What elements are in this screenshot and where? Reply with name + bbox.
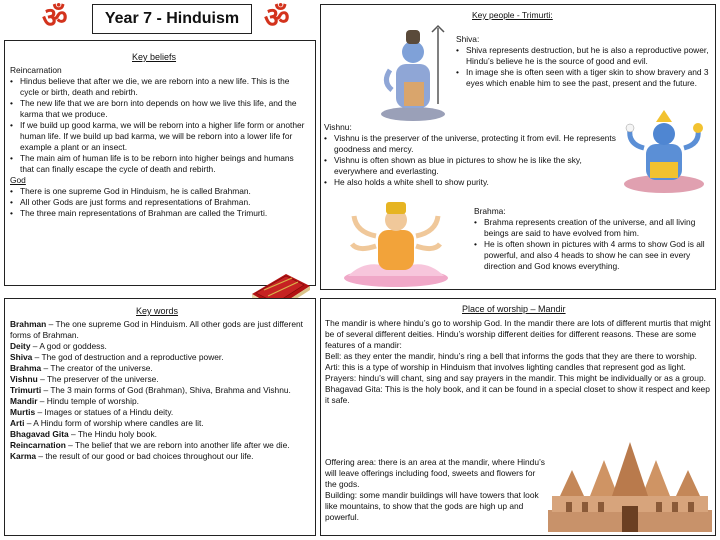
shiva-label: Shiva: [456,34,480,44]
mandir-lower-text [325,457,545,523]
keyword-definition: – The Hindu holy book. [68,429,157,439]
keyword-definition: – Hindu temple of worship. [37,396,139,406]
keyword-definition: – The god of destruction and a reproductive power. [32,352,224,362]
keyword-definition: – A god or goddess. [30,341,107,351]
mandir-gita: Bhagavad Gita: This is the holy book, and it can be found in a special closet to show it respect and keep it safe. [325,384,710,405]
list-item: • The three main representations of Brahman are called the Trimurti. [10,208,308,219]
keyword-definition: – The one supreme God in Hinduism. All other gods are just different forms of Brahman. [10,319,303,340]
keyword-definition: – The creator of the universe. [41,363,153,373]
keyword-term: Bhagavad Gita [10,429,69,439]
list-item: • The main aim of human life is to be reborn into higher beings and humans that can finally escape the cycle of death and rebirth. [10,153,308,175]
god-label: God [10,175,26,185]
keyword-definition: – the result of our good or bad choices throughout our life. [36,451,254,461]
om-symbol-left: ॐ [42,2,68,33]
key-words-list [10,319,310,462]
list-item: • He also holds a white shell to show purity. [324,177,620,188]
shiva-text [456,34,712,89]
mandir-offering: Offering area: there is an area at the mandir, where Hindu’s will leave offerings including food, sweets and flowers for the gods. [325,457,545,489]
om-symbol-right: ॐ [264,2,290,33]
shiva-image [376,24,450,122]
trimurti-heading: Key people - Trimurti: [472,10,553,20]
list-item: • Shiva represents destruction, but he is also a reproductive power, Hindu’s believe he is the source of good and evil. [456,45,712,67]
list-item: • The new life that we are born into depends on how we live this life, and the karma that we produce. [10,98,308,120]
list-item: • All other Gods are just forms and representations of Brahman. [10,197,308,208]
brahma-text [474,206,710,272]
keyword-definition: – The preserver of the universe. [37,374,159,384]
keyword-term: Murtis [10,407,36,417]
mandir-arti: Arti: this is a type of worship in Hinduism that involves lighting candles that represent god as light. [325,362,686,372]
mandir-building: Building: some mandir buildings will have towers that look like mountains, to show that the gods are high up and powerful. [325,490,539,522]
mandir-prayers: Prayers: hindu’s will chant, sing and say prayers in the mandir. This might be individually or as a group. [325,373,706,383]
vishnu-image [618,108,710,194]
list-item: • He is often shown in pictures with 4 arms to show God is all powerful, and also 4 heads to show he can see in every direction and God knows everything. [474,239,710,272]
list-item: • There is one supreme God in Hinduism, he is called Brahman. [10,186,308,197]
reincarnation-label: Reincarnation [10,65,62,75]
keyword-definition: – The belief that we are reborn into another life after we die. [65,440,290,450]
key-beliefs-heading: Key beliefs [132,52,177,62]
brahma-image [338,196,454,288]
list-item: • Brahma represents creation of the universe, and all living beings are said to have evolved from him. [474,217,710,239]
mandir-intro: The mandir is where hindu’s go to worship God. In the mandir there are lots of different murtis that might be of several different deities. Hindu’s worship different deities for different reasons. These are some features of a mandir: [325,318,711,350]
keyword-term: Trimurti [10,385,42,395]
keyword-term: Vishnu [10,374,38,384]
list-item: • Vishnu is often shown as blue in pictures to show he is like the sky, everywhere and everlasting. [324,155,620,177]
page-title: Year 7 - Hinduism [92,4,252,34]
vishnu-text [324,122,620,188]
keyword-term: Karma [10,451,37,461]
key-beliefs-text [10,65,308,219]
keyword-term: Reincarnation [10,440,66,450]
list-item: • If we build up good karma, we will be reborn into a higher life form or another human life. If we build up bad karma, we will be reborn into a lower life for example a plant or an insect. [10,120,308,153]
mandir-intro-text [325,318,713,406]
brahma-label: Brahma: [474,206,506,216]
mandir-heading: Place of worship – Mandir [462,304,566,314]
keyword-term: Mandir [10,396,38,406]
keyword-definition: – A Hindu form of worship where candles are lit. [24,418,204,428]
keyword-term: Deity [10,341,31,351]
mandir-bell: Bell: as they enter the mandir, hindu’s ring a bell that informs the gods that they are there to worship. [325,351,697,361]
vishnu-label: Vishnu: [324,122,352,132]
list-item: • In image she is often seen with a tiger skin to show bravery and 3 eyes which enable him to see the past, present and the future. [456,67,712,89]
keyword-term: Arti [10,418,25,428]
list-item: • Vishnu is the preserver of the universe, protecting it from evil. He represents goodness and mercy. [324,133,620,155]
keyword-term: Shiva [10,352,33,362]
key-words-heading: Key words [136,306,179,316]
keyword-term: Brahman [10,319,47,329]
keyword-definition: – Images or statues of a Hindu deity. [35,407,174,417]
list-item: • Hindus believe that after we die, we are reborn into a new life. This is the cycle or birth, death and rebirth. [10,76,308,98]
mandir-temple-image [546,440,714,534]
keyword-term: Brahma [10,363,42,373]
keyword-definition: – The 3 main forms of God (Brahman), Shiva, Brahma and Vishnu. [41,385,291,395]
